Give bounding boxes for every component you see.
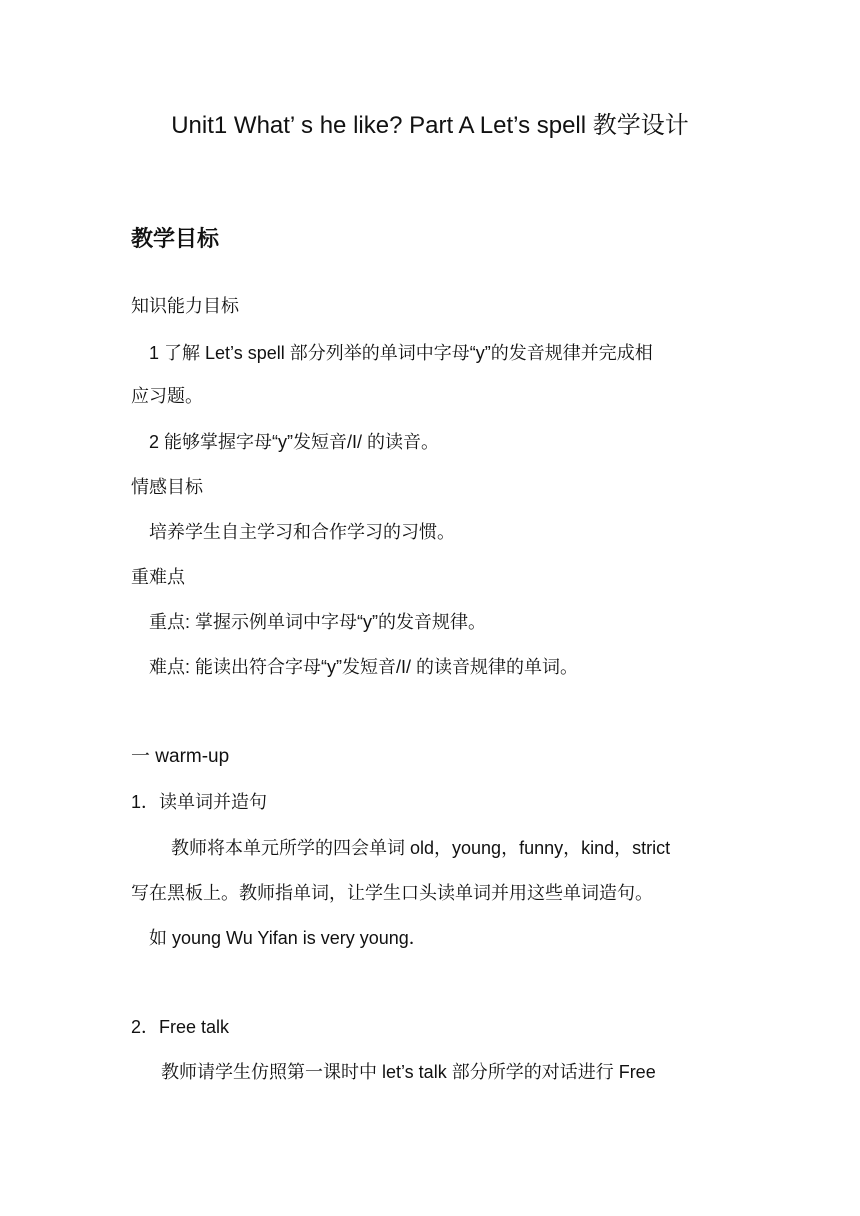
step-1-line-1: 教师将本单元所学的四会单词 old，young，funny，kind，strict: [171, 838, 671, 858]
step-1-example: 如 young Wu Yifan is very young．: [149, 928, 427, 948]
warmup-heading: 一 warm-up: [131, 746, 230, 767]
section-heading-goals: 教学目标: [131, 226, 220, 251]
step-1-line-2: 写在黑板上。教师指单词，让学生口头读单词并用这些单词造句。: [131, 883, 653, 903]
subheading-key-difficult: 重难点: [131, 567, 185, 587]
difficult-point: 难点: 能读出符合字母“y”发短音/I/ 的读音规律的单词。: [149, 657, 578, 677]
subheading-knowledge: 知识能力目标: [131, 296, 239, 316]
step-2-heading: 2．Free talk: [131, 1017, 230, 1037]
key-point: 重点: 掌握示例单词中字母“y”的发音规律。: [149, 612, 486, 632]
goal-1-line-2: 应习题。: [131, 386, 203, 406]
goal-1-line-1: 1 了解 Let’s spell 部分列举的单词中字母“y”的发音规律并完成相: [149, 343, 653, 363]
subheading-emotion: 情感目标: [131, 477, 203, 497]
step-2-line-1: 教师请学生仿照第一课时中 let’s talk 部分所学的对话进行 Free: [161, 1062, 656, 1082]
document-title: Unit1 What’ s he like? Part A Let’s spell 教学设计: [171, 112, 689, 139]
goal-2: 2 能够掌握字母“y”发短音/I/ 的读音。: [149, 432, 440, 452]
emotion-text: 培养学生自主学习和合作学习的习惯。: [149, 522, 455, 542]
step-1-heading: 1．读单词并造句: [131, 792, 268, 812]
